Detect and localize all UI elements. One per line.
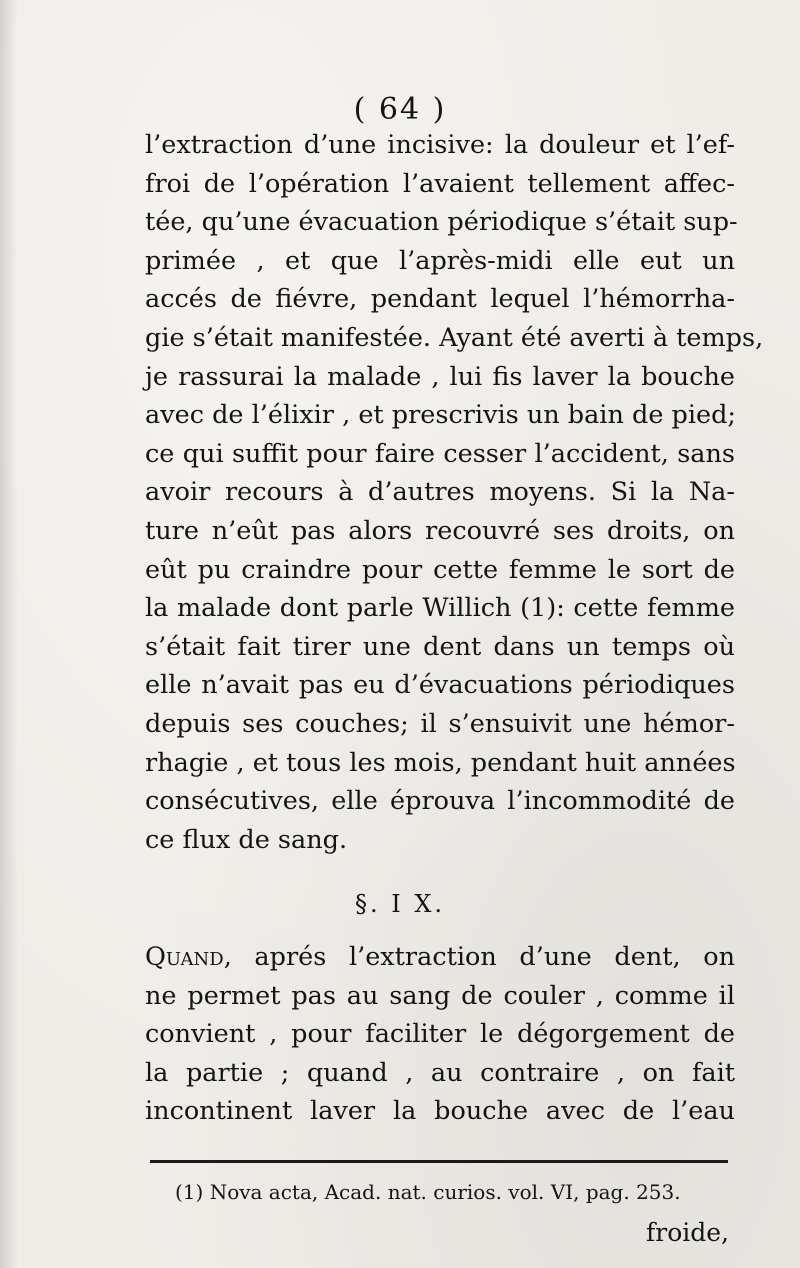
text-line: l’extraction d’une incisive: la douleur et l’ef- <box>145 130 735 160</box>
text-line: accés de fiévre, pendant lequel l’hémorrha- <box>145 284 735 315</box>
text-line: avec de l’élixir , et prescrivis un bain de pied; <box>145 400 736 431</box>
catchword: froide, <box>646 1218 729 1247</box>
text-line: la malade dont parle Willich (1): cette femme <box>145 593 735 624</box>
first-line-rest: , aprés l’extraction d’une dent, on <box>223 942 735 972</box>
page-edge-shadow <box>0 0 18 1268</box>
page-number: ( 64 ) <box>353 92 447 127</box>
drop-word: Quand <box>145 942 224 972</box>
text-line: primée , et que l’après-midi elle eut un <box>145 245 735 276</box>
text-line: ce flux de sang. <box>145 824 348 855</box>
text-line: gie s’était manifestée. Ayant été averti à temps, <box>145 322 764 353</box>
text-line: rhagie , et tous les mois, pendant huit années <box>145 747 736 778</box>
text-line: incontinent laver la bouche avec de l’eau <box>145 1096 735 1127</box>
text-line: consécutives, elle éprouva l’incommodité de <box>145 786 735 817</box>
text-line-first <box>145 938 735 977</box>
section-heading: §. I X. <box>354 890 446 918</box>
text-line: depuis ses couches; il s’ensuivit une hémor- <box>145 708 735 739</box>
text-line: la partie ; quand , au contraire , on fait <box>145 1057 735 1088</box>
text-line: elle n’avait pas eu d’évacuations périodiques <box>145 670 735 701</box>
text-line: avoir recours à d’autres moyens. Si la Na- <box>145 477 735 508</box>
text-line: s’était fait tirer une dent dans un temps où <box>145 631 735 662</box>
text-line: eût pu craindre pour cette femme le sort de <box>145 554 735 585</box>
text-line: ce qui suffit pour faire cesser l’accident, sans <box>145 438 735 469</box>
text-line: convient , pour faciliter le dégorgement de <box>145 1019 735 1050</box>
text-line: froi de l’opération l’avaient tellement affec- <box>145 168 735 199</box>
footnote-rule <box>150 1160 728 1163</box>
paragraph-1 <box>145 126 764 859</box>
text-line: ne permet pas au sang de couler , comme il <box>145 980 735 1011</box>
text-line: tée, qu’une évacuation périodique s’était sup- <box>145 207 738 238</box>
paragraph-2 <box>145 938 735 1131</box>
text-line: je rassurai la malade , lui fis laver la bouche <box>145 361 735 392</box>
text-line: ture n’eût pas alors recouvré ses droits, on <box>145 515 735 546</box>
footnote: (1) Nova acta, Acad. nat. curios. vol. VI, pag. 253. <box>175 1180 681 1204</box>
